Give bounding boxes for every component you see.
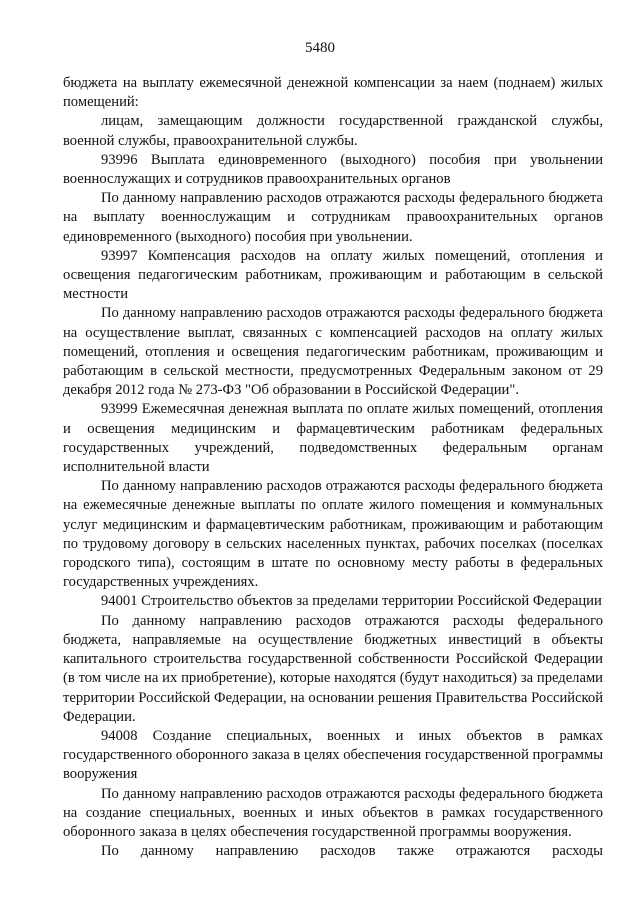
section-heading: 94001 Строительство объектов за пределами территории Российской Федерации (101, 593, 602, 610)
section-heading: 93999 Ежемесячная денежная выплата по оплате жилых помещений, отопления и освещения медицинским и фармацевтическим работникам федеральных государственных учреждений, подведомственных федеральным органам исполнительной власти (63, 401, 603, 476)
paragraph: По данному направлению расходов отражаются расходы федерального бюджета на создание специальных, военных и иных объектов в рамках государственного оборонного заказа в целях обеспечения государственной программы вооружения. (63, 785, 603, 840)
paragraph: По данному направлению расходов отражаются расходы федерального бюджета на осуществление выплат, связанных с компенсацией расходов на оплату жилых помещений, отопления и освещения педагогическим работникам, проживающим и работающим в сельской местности, предусмотренных Федеральным законом от 29 декабря 2012 года № 273-ФЗ "Об образовании в Российской Федерации". (63, 305, 603, 399)
paragraph: По данному направлению расходов отражаются расходы федерального бюджета на выплату военнослужащим и сотрудникам правоохранительных органов единовременного (выходного) пособия при увольнении. (63, 190, 603, 245)
paragraph: бюджета на выплату ежемесячной денежной компенсации за наем (поднаем) жилых помещений: (63, 75, 603, 111)
document-body (63, 74, 603, 861)
section-heading: 93997 Компенсация расходов на оплату жилых помещений, отопления и освещения педагогическим работникам, проживающим и работающим в сельской местности (63, 247, 603, 303)
paragraph: По данному направлению расходов отражаются расходы федерального бюджета, направляемые на осуществление бюджетных инвестиций в объекты капитального строительства государственной собственности Российской Федерации (в том числе на их приобретение), которые находятся (будут находиться) за пределами территории Российской Федерации, на основании решения Правительства Российской Федерации. (63, 612, 603, 725)
page-number: 5480 (305, 40, 335, 56)
paragraph: По данному направлению расходов также отражаются расходы (101, 843, 603, 860)
section-heading: 94008 Создание специальных, военных и иных объектов в рамках государственного оборонного заказа в целях обеспечения государственной программы вооружения (63, 727, 603, 783)
paragraph: По данному направлению расходов отражаются расходы федерального бюджета на ежемесячные денежные выплаты по оплате жилого помещения и коммунальных услуг медицинским и фармацевтическим работникам, проживающим и работающим по трудовому договору в сельских населенных пунктах, рабочих поселках (поселках городского типа), состоящим в штате по основному месту работы в федеральных государственных учреждениях. (63, 478, 603, 591)
section-heading: 93996 Выплата единовременного (выходного) пособия при увольнении военнослужащих и сотрудников правоохранительных органов (63, 151, 603, 188)
paragraph: лицам, замещающим должности государственной гражданской службы, военной службы, правоохранительной службы. (63, 113, 603, 149)
